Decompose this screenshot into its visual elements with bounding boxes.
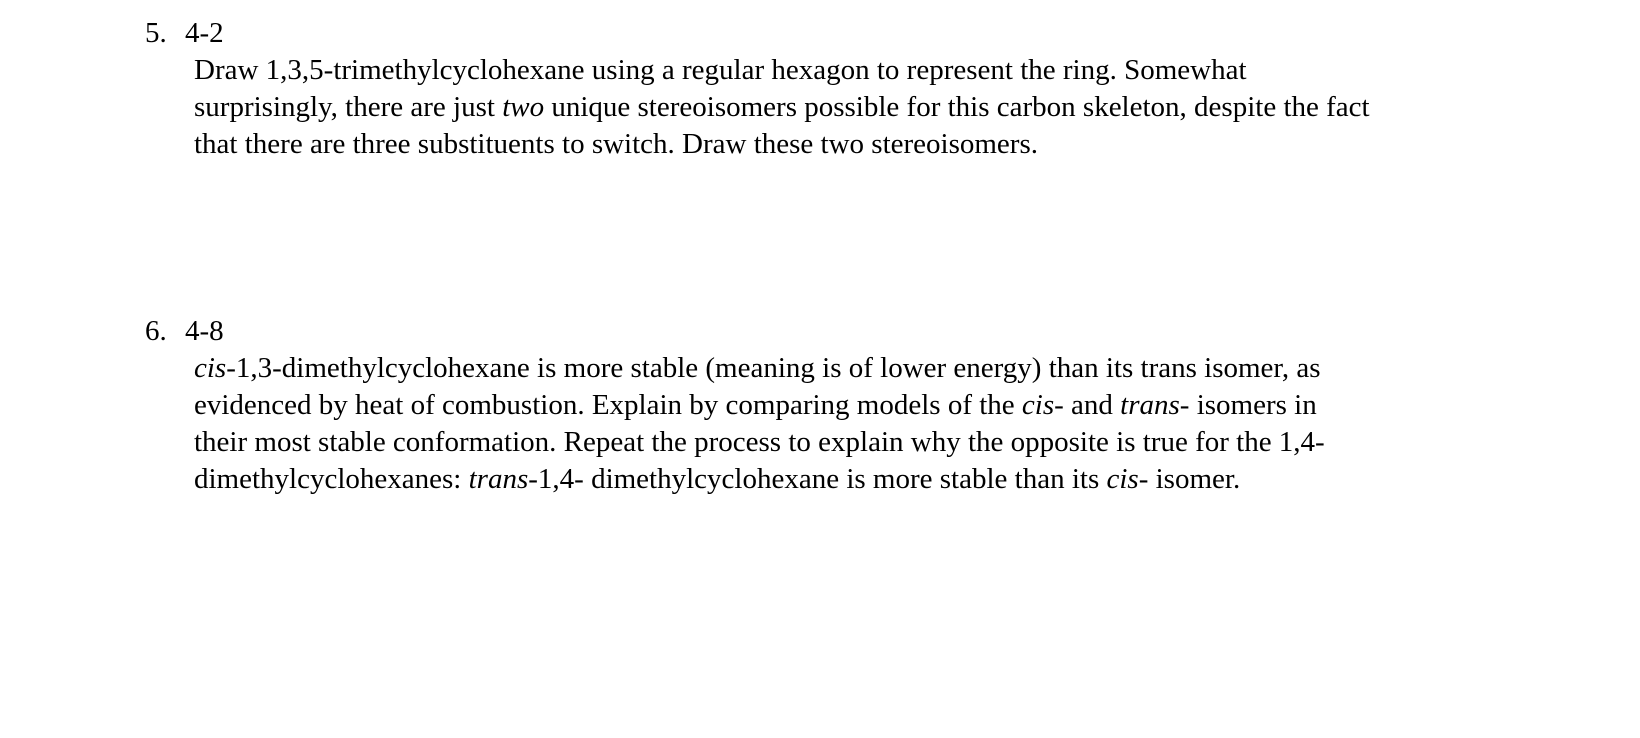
question-header (145, 15, 224, 52)
text-run: - and (1054, 389, 1121, 421)
text-line (194, 387, 1524, 424)
question-number: 5. (145, 17, 167, 49)
text-run: -1,3-dimethylcyclohexane is more stable (meaning is of lower energy) than its trans isomer, as (226, 352, 1321, 384)
emphasis-trans: trans (468, 463, 529, 495)
question-text (194, 52, 1524, 163)
question-ref: 4-8 (185, 315, 224, 347)
question-number: 6. (145, 315, 167, 347)
text-line (194, 350, 1524, 387)
text-run: - isomer. (1138, 463, 1241, 495)
text-line (194, 424, 1524, 461)
text-run: surprisingly, there are just (194, 91, 503, 123)
text-run: dimethylcyclohexanes: (194, 463, 469, 495)
emphasis-trans: trans (1120, 389, 1180, 421)
text-run: their most stable conformation. Repeat the process to explain why the opposite is true for the 1,4- (194, 426, 1325, 458)
text-run: - isomers in (1179, 389, 1317, 421)
text-run: that there are three substituents to switch. Draw these two stereoisomers. (194, 128, 1038, 160)
text-line (194, 89, 1524, 126)
text-line (194, 461, 1524, 498)
question-header (145, 313, 224, 350)
text-run: evidenced by heat of combustion. Explain by comparing models of the (194, 389, 1022, 421)
text-run: Draw 1,3,5-trimethylcyclohexane using a regular hexagon to represent the ring. Somewhat (194, 54, 1247, 86)
question-text (194, 350, 1524, 498)
question-ref: 4-2 (185, 17, 224, 49)
emphasis-cis: cis (1106, 463, 1139, 495)
text-run: unique stereoisomers possible for this carbon skeleton, despite the fact (544, 91, 1370, 123)
text-line (194, 52, 1524, 89)
emphasis-cis: cis (1021, 389, 1055, 421)
emphasis-cis: cis (194, 352, 227, 384)
text-run: -1,4- dimethylcyclohexane is more stable than its (528, 463, 1107, 495)
emphasis-two: two (502, 91, 545, 123)
text-line (194, 126, 1524, 163)
